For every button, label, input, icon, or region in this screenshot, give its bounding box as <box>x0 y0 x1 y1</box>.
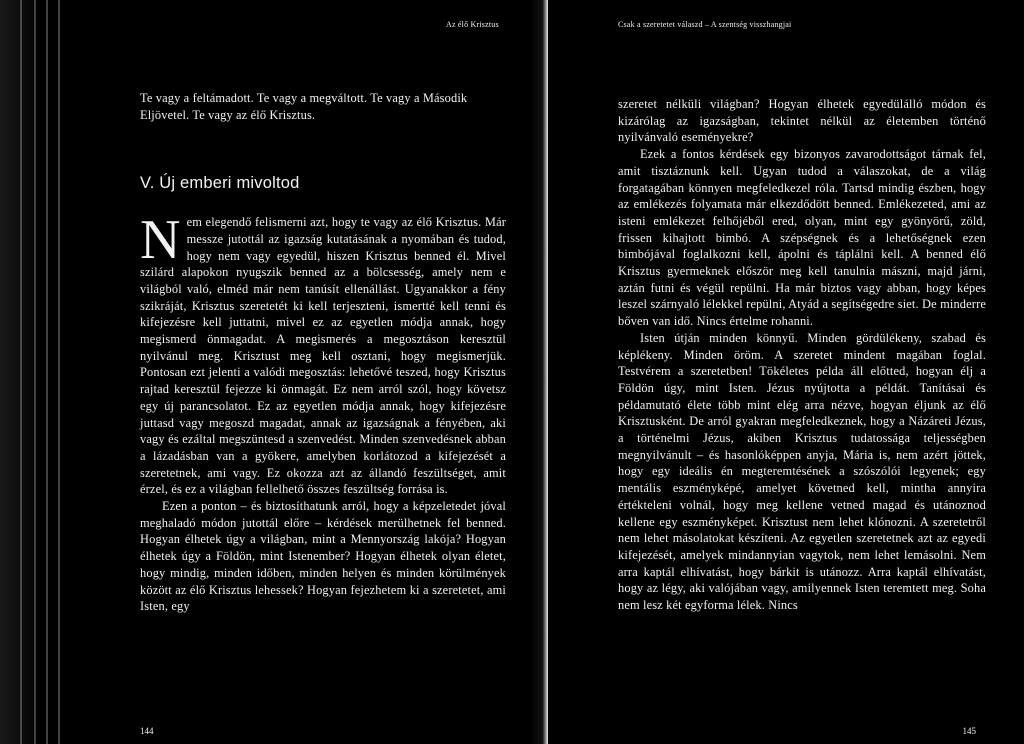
left-paragraph-1-text: em elegendő felismerni azt, hogy te vagy az élő Krisztus. Már messze jutottál az igazság kutatásának a nyomában és tudod, hogy nem vagy egyedül, hiszen Krisztus benned él. Mivel szilárd alapokon nyugszik benned az a bölcsesség, amely nem e világból való, elméd már nem tanúsít ellenállást. Ugyanakkor a fény szikráját, Krisztus szeretetét ki kell terjeszteni, ismertté kell tenni és kifejezésre kell juttatni, mivel ez az egyetlen módja annak, hogy megismerd önmagadat. A megismerés a megosztáson keresztül nyilvánul meg. Krisztust meg kell osztani, hogy megismerjük. Pontosan ezt jelenti a valódi megosztás: lehetővé teszed, hogy Krisztus rajtad keresztül fejezze ki önmagát. Ez nem arról szól, hogy követsz egy új parancsolatot. Ez az egyetlen módja annak, hogy kifejezésre juttasd vagy megoszd magadat, annak az igazságnak a fényében, aki vagy és ezáltal megszüntesd a szenvedést. Minden szenvedésnek abban a lázadásban van a gyökere, amelyben korlátozod a kifejezését a szeretetnek, ami vagy. Ez okozza azt az állandó feszültséget, amit érzel, és ez a világban fellelhető összes feszültség forrása is. <box>140 215 506 497</box>
right-page-number: 145 <box>962 726 976 736</box>
intro-paragraph: Te vagy a feltámadott. Te vagy a megváltott. Te vagy a Második Eljövetel. Te vagy az élő Krisztus. <box>140 91 468 122</box>
right-text-column <box>618 96 986 614</box>
drop-cap: N <box>140 209 181 272</box>
left-text-column <box>140 90 506 615</box>
left-page-number: 144 <box>140 726 154 736</box>
right-paragraph-2: Ezek a fontos kérdések egy bizonyos zavarodottságot tárnak fel, amit tisztáznunk kell. Ugyan tudod a válaszokat, de a világ forgatagában könnyen megfeledkezel róla. Tartsd mindig észben, hogy az emlékezés folyamata már elkezdődött benned. Emlékezeted, ami az isteni emlékezet felhőjéből ered, olyan, mint egy gyönyörű, zöld, frissen kihajtott bimbó. A szépségnek és a lehetőségnek ezen bimbójával foglalkozni kell, ápolni és táplálni kell. A benned élő Krisztus gyermeknek először meg kell tanulnia mászni, majd járni, aztán futni és végül repülni. Ha már biztos vagy abban, hogy képes leszel szárnyaló lélekkel repülni, Atyád a segítségedre siet. De minderre bőven van idő. Nincs értelme rohanni. <box>618 147 986 329</box>
left-paragraph-1 <box>140 209 506 498</box>
right-page <box>548 0 1024 744</box>
left-paragraph-2: Ezen a ponton – és biztosíthatunk arról, hogy a képzeletedet jóval meghaladó módon jutottál előre – kérdések merülhetnek fel benned. Hogyan élhetek úgy a világban, mint a Mennyország lakója? Hogyan élhetek úgy a Földön, mint Istenember? Hogyan élhetek olyan életet, hogy mindig, minden időben, minden helyen és minden körülmények között az élő Krisztus lehessek? Hogyan fejezhetem ki a szeretetet, ami Isten, egy <box>140 499 506 614</box>
right-running-header: Csak a szeretetet válaszd – A szentség visszhangjai <box>618 20 792 29</box>
left-running-header: Az élő Krisztus <box>446 20 499 29</box>
right-paragraph-1: szeretet nélküli világban? Hogyan élhetek egyedülálló módon és kizárólag az igazságban, tekintet nélkül az életemben történő nyilvánvaló eseményekre? <box>618 97 986 145</box>
book-page-edges <box>0 0 100 744</box>
chapter-title: V. Új emberi mivoltod <box>140 174 300 193</box>
right-paragraph-3: Isten útján minden könnyű. Minden gördülékeny, szabad és képlékeny. Minden öröm. A szeretet mindent magában foglal. Testvérem a szeretetben! Tökéletes példa áll előtted, hogyan élj a Földön úgy, mint Isten. Jézus nyújtotta a példát. Tanításai és példamutató élete több mint elég arra nézve, hogyan éljunk az élő Krisztusként. De arról gyakran megfeledkeznek, hogy a Názáreti Jézus, a történelmi Jézus, akiben Krisztus tudatossága teljességben megnyilvánult – és hasonlóképpen anyja, Mária is, nem azért jöttek, hogy egy ideális én megteremtésének a szószólói legyenek; egy mentális eszményképé, amelyet követned kell, mintha annyira értékteleni volnál, hogy meg kellene vetned magad és utánoznod kellene egy eszményképet. Krisztust nem lehet klónozni. A szeretetről nem lehet másolatokat készíteni. Az egyetlen szeretetnek azt az egyedi kifejezését, amelyek mindannyian vagytok, nem lehet lemásolni. Nem arra kaptál elhívatást, hogy bárkit is utánozz. Arra kaptál elhívatást, hogy az légy, aki valójában vagy, amilyennek Isten teremtett meg. Soha nem lesz két egyforma lélek. Nincs <box>618 330 986 613</box>
